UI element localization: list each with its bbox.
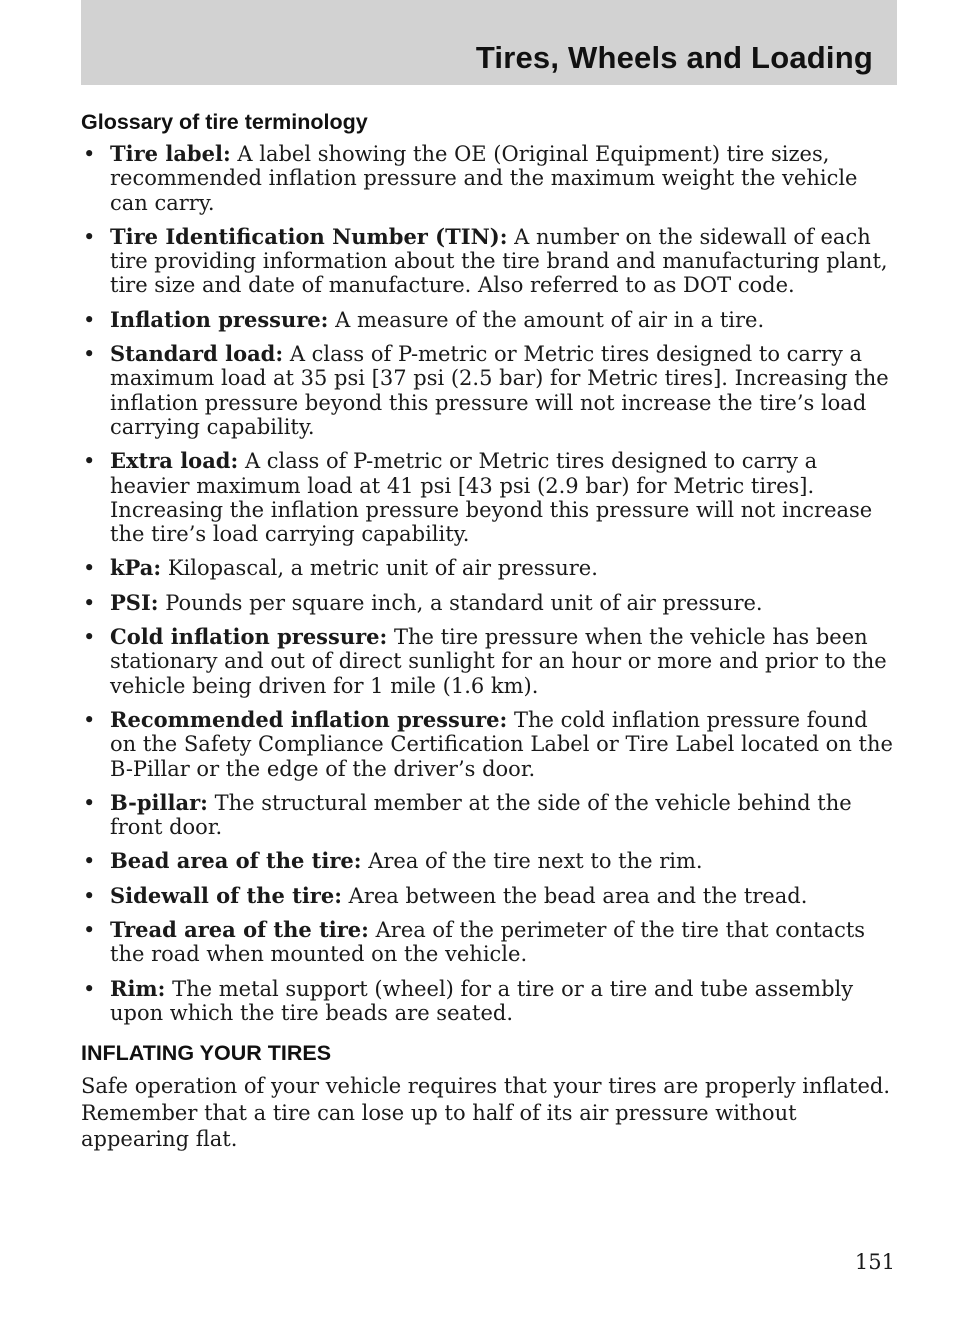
inflating-paragraph: Safe operation of your vehicle requires that your tires are properly inflated. Remember that a tire can lose up to half of its air pressure without appearing flat. bbox=[81, 1074, 890, 1152]
glossary-term: Recommended inflation pressure: bbox=[110, 706, 508, 732]
glossary-item bbox=[81, 225, 899, 298]
inflating-heading: INFLATING YOUR TIRES bbox=[81, 1041, 332, 1066]
bullet-icon: • bbox=[83, 307, 96, 332]
glossary-definition: The cold inflation pressure found on the Safety Compliance Certification Label or Tire Label located on the B-Pillar or the edge of the driver’s door. bbox=[110, 707, 893, 781]
glossary-term: Bead area of the tire: bbox=[110, 848, 362, 874]
glossary-term: Standard load: bbox=[110, 341, 284, 367]
bullet-icon: • bbox=[83, 976, 96, 1001]
bullet-icon: • bbox=[83, 556, 96, 581]
glossary-definition: A label showing the OE (Original Equipment) tire sizes, recommended inflation pressure and the maximum weight the vehicle can carry. bbox=[110, 142, 858, 215]
glossary-item bbox=[81, 449, 899, 546]
glossary-term: Tire Identification Number (TIN): bbox=[110, 223, 508, 249]
glossary-definition: The tire pressure when the vehicle has been stationary and out of direct sunlight for an hour or more and prior to the vehicle being driven for 1 mile (1.6 km). bbox=[110, 625, 887, 698]
bullet-icon: • bbox=[83, 142, 96, 166]
glossary-item bbox=[81, 342, 899, 439]
glossary-term: B-pillar: bbox=[110, 789, 208, 815]
bullet-icon: • bbox=[83, 449, 96, 474]
glossary-term: Extra load: bbox=[110, 448, 239, 474]
glossary-definition: The structural member at the side of the vehicle behind the front door. bbox=[110, 790, 852, 840]
glossary-item bbox=[81, 849, 899, 873]
glossary-term: Inflation pressure: bbox=[110, 306, 329, 332]
glossary-term: Sidewall of the tire: bbox=[110, 882, 342, 908]
glossary-definition: The metal support (wheel) for a tire or a tire and tube assembly upon which the tire beads are seated. bbox=[110, 976, 854, 1025]
bullet-icon: • bbox=[83, 224, 96, 249]
glossary-item bbox=[81, 556, 899, 580]
glossary-item bbox=[81, 918, 899, 967]
glossary-term: Rim: bbox=[110, 975, 166, 1001]
glossary-definition: Area between the bead area and the tread. bbox=[348, 883, 808, 908]
bullet-icon: • bbox=[83, 918, 96, 943]
glossary-list bbox=[81, 142, 899, 1025]
bullet-icon: • bbox=[83, 625, 96, 650]
bullet-icon: • bbox=[83, 849, 96, 874]
glossary-item bbox=[81, 977, 899, 1026]
glossary-term: kPa: bbox=[110, 555, 162, 581]
glossary-definition: Area of the perimeter of the tire that contacts the road when mounted on the vehicle. bbox=[110, 918, 866, 967]
glossary-item bbox=[81, 884, 899, 908]
glossary-item bbox=[81, 308, 899, 332]
glossary-definition: A number on the sidewall of each tire providing information about the tire brand and manufacturing plant, tire size and date of manufacture. Also referred to as DOT code. bbox=[110, 224, 888, 298]
page-number: 151 bbox=[854, 1250, 895, 1274]
bullet-icon: • bbox=[83, 883, 96, 908]
glossary-definition: Area of the tire next to the rim. bbox=[368, 849, 703, 874]
page-content bbox=[81, 108, 899, 1153]
glossary-item bbox=[81, 791, 899, 840]
bullet-icon: • bbox=[83, 590, 96, 615]
glossary-item bbox=[81, 708, 899, 781]
glossary-term: PSI: bbox=[110, 589, 159, 615]
bullet-icon: • bbox=[83, 707, 96, 732]
glossary-term: Tread area of the tire: bbox=[110, 917, 369, 943]
glossary-definition: A measure of the amount of air in a tire. bbox=[335, 307, 765, 332]
chapter-title: Tires, Wheels and Loading bbox=[475, 40, 873, 75]
glossary-item bbox=[81, 625, 899, 698]
glossary-definition: A class of P-metric or Metric tires designed to carry a heavier maximum load at 41 psi [43 psi (2.9 bar) for Metric tires]. Increasing the inflation pressure beyond this pressure will not increase the tire’s load carrying capability. bbox=[110, 449, 873, 547]
glossary-item bbox=[81, 142, 899, 215]
glossary-item bbox=[81, 591, 899, 615]
page-header bbox=[81, 0, 897, 85]
glossary-term: Cold inflation pressure: bbox=[110, 624, 388, 650]
glossary-definition: Kilopascal, a metric unit of air pressure. bbox=[167, 556, 598, 581]
bullet-icon: • bbox=[83, 790, 96, 815]
glossary-term: Tire label: bbox=[110, 141, 231, 166]
glossary-heading: Glossary of tire terminology bbox=[81, 110, 368, 134]
glossary-definition: A class of P-metric or Metric tires designed to carry a maximum load at 35 psi [37 psi (2.5 bar) for Metric tires]. Increasing the inflation pressure beyond this pressure will not increase the tire’s load carrying capability. bbox=[110, 342, 889, 439]
glossary-definition: Pounds per square inch, a standard unit of air pressure. bbox=[165, 590, 763, 615]
bullet-icon: • bbox=[83, 342, 96, 367]
